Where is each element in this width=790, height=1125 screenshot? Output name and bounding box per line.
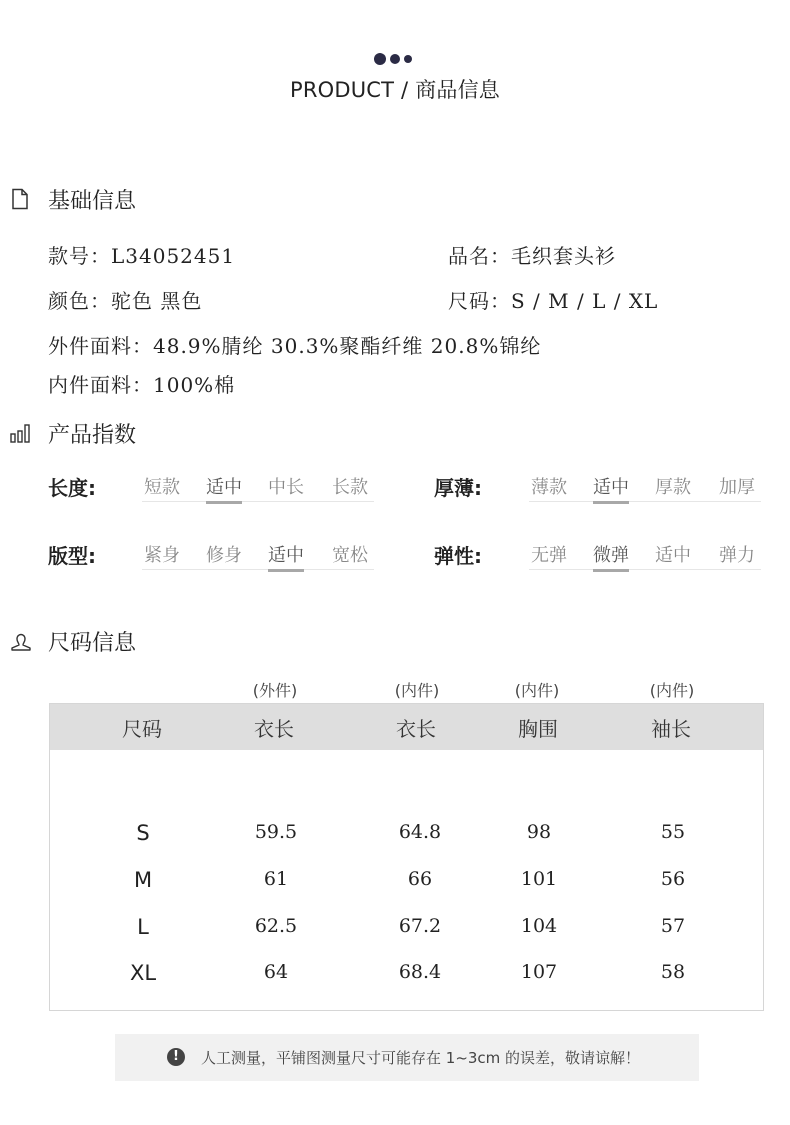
dot-icon — [374, 53, 386, 65]
table-header — [50, 704, 763, 750]
index-option-selected: 适中 — [268, 541, 304, 567]
table-cell: 59.5 — [254, 821, 298, 843]
index-label-fit: 版型: — [48, 544, 96, 568]
index-option: 紧身 — [144, 545, 180, 566]
table-cell: 64 — [263, 961, 289, 983]
dot-icon — [404, 55, 412, 63]
table-cell: 57 — [660, 915, 686, 937]
column-subheader: (内件) — [394, 681, 440, 700]
index-options-length — [142, 472, 374, 502]
product-name: 品名：毛织套头衫 — [448, 244, 616, 268]
table-cell: 56 — [660, 868, 686, 890]
index-option-selected: 适中 — [593, 473, 629, 499]
index-label-elastic: 弹性: — [434, 544, 482, 568]
section-title: 基础信息 — [48, 188, 137, 214]
table-header-cell: 衣长 — [254, 717, 294, 741]
section-header-index — [10, 418, 136, 448]
table-cell: 64.8 — [398, 821, 442, 843]
measurement-notice — [115, 1034, 699, 1081]
table-cell: 61 — [263, 868, 289, 890]
index-option: 长款 — [332, 477, 368, 498]
index-row-1 — [0, 472, 790, 506]
table-cell-size: XL — [129, 961, 157, 985]
column-subheader: (外件) — [252, 681, 298, 700]
section-header-basic — [10, 184, 136, 214]
table-cell-size: L — [137, 915, 149, 939]
exclamation-icon: ! — [167, 1048, 185, 1066]
table-cell: 62.5 — [254, 915, 298, 937]
size-table — [49, 703, 764, 1011]
table-cell: 104 — [520, 915, 558, 937]
index-option: 宽松 — [332, 545, 368, 566]
table-cell-size: M — [133, 868, 153, 892]
table-header-cell: 袖长 — [651, 717, 691, 741]
section-title: 产品指数 — [48, 422, 137, 448]
document-icon — [10, 186, 40, 212]
bar-chart-icon — [10, 420, 40, 446]
table-cell: 58 — [660, 961, 686, 983]
index-options-elastic — [529, 540, 761, 570]
table-cell: 98 — [526, 821, 552, 843]
index-option: 无弹 — [531, 545, 567, 566]
table-cell: 67.2 — [398, 915, 442, 937]
outer-fabric: 外件面料：48.9%腈纶 30.3%聚酯纤维 20.8%锦纶 — [48, 334, 542, 358]
index-label-thickness: 厚薄: — [434, 476, 482, 500]
section-header-size — [10, 626, 136, 656]
table-cell: 66 — [407, 868, 433, 890]
index-option: 加厚 — [719, 477, 755, 498]
index-options-thickness — [529, 472, 761, 502]
table-header-cell: 尺码 — [122, 717, 162, 741]
index-option-selected: 适中 — [206, 473, 242, 499]
style-number: 款号：L34052451 — [48, 244, 236, 268]
column-subheader: (内件) — [514, 681, 560, 700]
index-row-2 — [0, 540, 790, 574]
product-sizes: 尺码：S / M / L / XL — [448, 289, 659, 313]
person-icon — [10, 628, 40, 654]
index-option: 厚款 — [655, 477, 691, 498]
table-cell-size: S — [136, 821, 150, 845]
index-option: 薄款 — [531, 477, 567, 498]
column-subheader: (内件) — [649, 681, 695, 700]
index-options-fit — [142, 540, 374, 570]
table-header-cell: 衣长 — [396, 717, 436, 741]
section-title: 尺码信息 — [48, 630, 137, 656]
dot-icon — [390, 54, 400, 64]
notice-text: 人工测量，平铺图测量尺寸可能存在 1~3cm 的误差，敬请谅解！ — [201, 1049, 641, 1067]
index-option: 修身 — [206, 545, 242, 566]
index-option: 弹力 — [719, 545, 755, 566]
product-color: 颜色：驼色 黑色 — [48, 289, 203, 313]
table-header-cell: 胸围 — [518, 717, 558, 741]
index-label-length: 长度: — [48, 476, 96, 500]
inner-fabric: 内件面料：100%棉 — [48, 373, 236, 397]
index-option-selected: 微弹 — [593, 541, 629, 567]
table-cell: 101 — [520, 868, 558, 890]
index-option: 适中 — [655, 545, 691, 566]
index-option: 中长 — [268, 477, 304, 498]
decorative-dots — [374, 53, 418, 65]
page-title: PRODUCT / 商品信息 — [289, 78, 501, 102]
table-cell: 68.4 — [398, 961, 442, 983]
table-cell: 107 — [520, 961, 558, 983]
index-option: 短款 — [144, 477, 180, 498]
table-cell: 55 — [660, 821, 686, 843]
